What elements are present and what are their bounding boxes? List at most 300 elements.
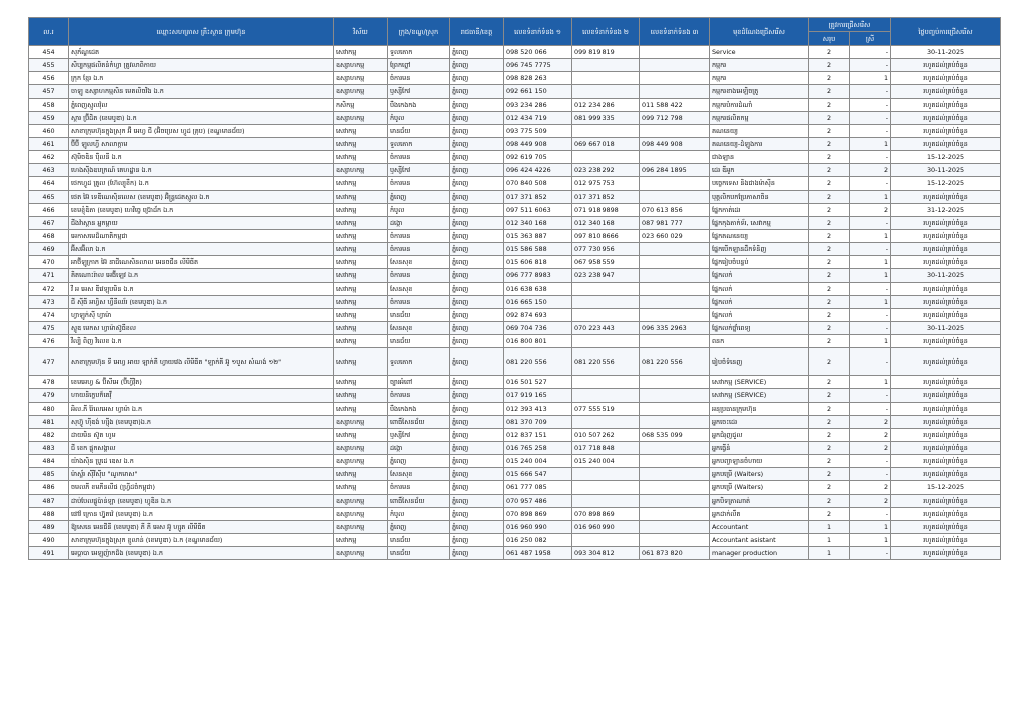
cell-company: ស្ទូឌ មេកស ហ្វាម៉ាស៊ូធីខល (69, 321, 334, 334)
cell-phone3 (640, 85, 710, 98)
cell-deadline: រហូតដល់គ្រប់ចំនួន (891, 335, 1001, 348)
cell-phone2 (572, 481, 640, 494)
cell-deadline: រហូតដល់គ្រប់ចំនួន (891, 520, 1001, 533)
cell-phone1: 016 501 527 (504, 376, 572, 389)
cell-phone1: 016 638 638 (504, 282, 572, 295)
cell-female: - (850, 46, 891, 59)
table-row (29, 243, 1001, 256)
cell-phone1: 098 520 066 (504, 46, 572, 59)
cell-position: ផ្នែកបើកឡានដឹកទំនិញ (710, 243, 809, 256)
cell-district: សែនសុខ (388, 468, 450, 481)
cell-total: 2 (809, 269, 850, 282)
cell-company: អេកាសមេដ៏ណាតិកម្មជា (69, 229, 334, 242)
cell-sector: ឧស្សាហកម្ម (334, 72, 388, 85)
cell-deadline: 30-11-2025 (891, 164, 1001, 177)
cell-phone1: 092 619 705 (504, 151, 572, 164)
table-row (29, 441, 1001, 454)
table-row (29, 151, 1001, 164)
cell-deadline: 31-12-2025 (891, 203, 1001, 216)
cell-no: 469 (29, 243, 69, 256)
cell-company: ម៉ាស្ទ័រ ស៊ីវីស៊ីប "ណូកមាស" (69, 468, 334, 481)
cell-district: កំបូល (388, 507, 450, 520)
cell-district: ទួលគោក (388, 137, 450, 150)
table-row (29, 376, 1001, 389)
cell-female: - (850, 321, 891, 334)
cell-no: 467 (29, 216, 69, 229)
cell-company: អិល.ភី រ៉ៃលេអេស ហ្វាម៉ា ឯ.ក (69, 402, 334, 415)
cell-total: 2 (809, 243, 850, 256)
cell-sector: សេវាកម្ម (334, 533, 388, 546)
cell-sector: សេវាកម្ម (334, 203, 388, 216)
cell-position: សេវាកម្ម (SERVICE) (710, 376, 809, 389)
cell-province: ភ្នំពេញ (450, 282, 504, 295)
cell-province: ភ្នំពេញ (450, 481, 504, 494)
cell-phone3 (640, 402, 710, 415)
cell-deadline: 15-12-2025 (891, 151, 1001, 164)
cell-female: - (850, 402, 891, 415)
cell-phone2 (572, 415, 640, 428)
cell-sector: សេវាកម្ម (334, 124, 388, 137)
cell-sector: សេវាកម្ម (334, 256, 388, 269)
cell-deadline: រហូតដល់គ្រប់ចំនួន (891, 468, 1001, 481)
cell-phone3 (640, 533, 710, 546)
cell-position: ពនក (710, 335, 809, 348)
cell-phone2: 093 304 812 (572, 547, 640, 560)
cell-phone3: 061 873 820 (640, 547, 710, 560)
cell-position: ផ្នែកលក់ (710, 308, 809, 321)
cell-total: 2 (809, 137, 850, 150)
cell-total: 2 (809, 216, 850, 229)
cell-phone3 (640, 376, 710, 389)
cell-district: ពោធិ៍សែនជ័យ (388, 415, 450, 428)
cell-phone1: 092 874 693 (504, 308, 572, 321)
cell-no: 483 (29, 441, 69, 454)
cell-phone1: 096 777 8983 (504, 269, 572, 282)
table-row (29, 190, 1001, 203)
cell-no: 457 (29, 85, 69, 98)
cell-phone1: 069 704 736 (504, 321, 572, 334)
cell-female: 1 (850, 295, 891, 308)
cell-district: ព្រែកព្នៅ (388, 59, 450, 72)
header-phone2: លេខទំនាក់ទំនង ២ (572, 18, 640, 46)
header-female: ស្រី (850, 32, 891, 46)
table-body (29, 46, 1001, 560)
cell-position: កម្មករផលិតកម្ម (710, 111, 809, 124)
cell-total: 2 (809, 190, 850, 203)
cell-total: 2 (809, 151, 850, 164)
cell-female: 1 (850, 533, 891, 546)
table-row (29, 137, 1001, 150)
cell-phone2 (572, 335, 640, 348)
cell-district: ពោធិ៍សែនជ័យ (388, 494, 450, 507)
cell-female: - (850, 308, 891, 321)
cell-sector: ឧស្សាហកម្ម (334, 111, 388, 124)
cell-phone3 (640, 415, 710, 428)
table-row (29, 547, 1001, 560)
cell-female: - (850, 282, 891, 295)
cell-no: 460 (29, 124, 69, 137)
cell-province: ភ្នំពេញ (450, 190, 504, 203)
cell-position: manager production (710, 547, 809, 560)
cell-no: 471 (29, 269, 69, 282)
cell-phone2 (572, 376, 640, 389)
cell-sector: សេវាកម្ម (334, 243, 388, 256)
cell-company: ជី ខេក ផ្លុកសង្គាល (69, 441, 334, 454)
cell-deadline: រហូតដល់គ្រប់ចំនួន (891, 85, 1001, 98)
cell-position: អនុប្រធានក្រុមហ៊ុន (710, 402, 809, 415)
table-row (29, 455, 1001, 468)
cell-female: 1 (850, 137, 891, 150)
cell-phone1: 015 363 887 (504, 229, 572, 242)
cell-deadline: រហូតដល់គ្រប់ចំនួន (891, 98, 1001, 111)
table-row (29, 216, 1001, 229)
cell-phone1: 012 837 151 (504, 428, 572, 441)
cell-position: អ្នកជំរុញជួល (710, 428, 809, 441)
cell-female: 2 (850, 481, 891, 494)
cell-phone1: 016 960 990 (504, 520, 572, 533)
table-row (29, 415, 1001, 428)
cell-phone3 (640, 308, 710, 321)
cell-position: ផ្នែកលក់ថ្នាំពេទ្យ (710, 321, 809, 334)
cell-district: ឫស្សីកែវ (388, 164, 450, 177)
cell-phone1: 017 919 165 (504, 389, 572, 402)
cell-female: - (850, 151, 891, 164)
header-deadline: ថ្ងៃបញ្ចប់ការជ្រើសរើស (891, 18, 1001, 46)
table-row (29, 308, 1001, 321)
cell-province: ភ្នំពេញ (450, 59, 504, 72)
cell-phone1: 070 898 869 (504, 507, 572, 520)
cell-female: 1 (850, 269, 891, 282)
cell-phone1: 097 511 6063 (504, 203, 572, 216)
cell-position: ផ្នែករៀបចំបន្ទប់ (710, 256, 809, 269)
cell-female: 1 (850, 72, 891, 85)
cell-phone3 (640, 441, 710, 454)
header-company: ឈ្មោះសហគ្រាស គ្រឹះស្ថាន ក្រុមហ៊ុន (69, 18, 334, 46)
cell-sector: សេវាកម្ម (334, 468, 388, 481)
cell-deadline: 15-12-2025 (891, 177, 1001, 190)
cell-phone2: 017 718 848 (572, 441, 640, 454)
cell-phone1: 098 828 263 (504, 72, 572, 85)
cell-district: ចំការមន (388, 151, 450, 164)
cell-phone1: 015 606 818 (504, 256, 572, 269)
cell-no: 470 (29, 256, 69, 269)
cell-total: 2 (809, 348, 850, 376)
cell-province: ភ្នំពេញ (450, 533, 504, 546)
job-table-wrapper (28, 17, 1000, 560)
cell-position: Service (710, 46, 809, 59)
cell-phone2 (572, 59, 640, 72)
cell-deadline: រហូតដល់គ្រប់ចំនួន (891, 256, 1001, 269)
cell-deadline: រហូតដល់គ្រប់ចំនួន (891, 507, 1001, 520)
table-row (29, 335, 1001, 348)
cell-no: 462 (29, 151, 69, 164)
cell-deadline: រហូតដល់គ្រប់ចំនួន (891, 59, 1001, 72)
cell-sector: ឧស្សាហកម្ម (334, 415, 388, 428)
cell-phone3 (640, 455, 710, 468)
cell-phone2: 012 975 753 (572, 177, 640, 190)
cell-province: ភ្នំពេញ (450, 494, 504, 507)
table-row (29, 520, 1001, 533)
cell-total: 2 (809, 402, 850, 415)
cell-sector: សេវាកម្ម (334, 151, 388, 164)
cell-company: ផៅវ៉ ក្រោន ហ្វ៊ូតវ៉េ (ខេមបូឌា) ឯ.ក (69, 507, 334, 520)
cell-phone3 (640, 151, 710, 164)
cell-sector: សេវាកម្ម (334, 229, 388, 242)
cell-deadline: រហូតដល់គ្រប់ចំនួន (891, 243, 1001, 256)
cell-total: 2 (809, 229, 850, 242)
cell-district: មានជ័យ (388, 335, 450, 348)
cell-position: សេវាកម្ម (SERVICE) (710, 389, 809, 402)
cell-deadline: 30-11-2025 (891, 46, 1001, 59)
cell-company: ចមលភី ខមភីនលីផ (ហ្រ្វីដចំកម្ពុជា) (69, 481, 334, 494)
cell-district: មានជ័យ (388, 124, 450, 137)
cell-phone2 (572, 124, 640, 137)
cell-phone3 (640, 494, 710, 507)
table-row (29, 282, 1001, 295)
cell-province: ភ្នំពេញ (450, 520, 504, 533)
cell-phone2: 012 340 168 (572, 216, 640, 229)
cell-phone3 (640, 389, 710, 402)
cell-sector: សេវាកម្ម (334, 216, 388, 229)
cell-phone1: 016 765 258 (504, 441, 572, 454)
cell-total: 1 (809, 520, 850, 533)
cell-company: គិតណោះរ៉ាល អេធ៊ីឡេវ ឯ.ក (69, 269, 334, 282)
table-row (29, 98, 1001, 111)
cell-phone3 (640, 468, 710, 481)
cell-female: - (850, 243, 891, 256)
cell-female: 1 (850, 376, 891, 389)
cell-no: 473 (29, 295, 69, 308)
cell-deadline: រហូតដល់គ្រប់ចំនួន (891, 72, 1001, 85)
table-row (29, 533, 1001, 546)
cell-deadline: រហូតដល់គ្រប់ចំនួន (891, 376, 1001, 389)
cell-district: សែនសុខ (388, 256, 450, 269)
cell-phone1: 061 777 085 (504, 481, 572, 494)
cell-district: មានជ័យ (388, 547, 450, 560)
cell-phone2 (572, 468, 640, 481)
cell-district: ច្បារអំពៅ (388, 376, 450, 389)
cell-phone3: 096 335 2963 (640, 321, 710, 334)
cell-province: ភ្នំពេញ (450, 507, 504, 520)
header-no: ល.រ (29, 18, 69, 46)
cell-phone2 (572, 85, 640, 98)
cell-deadline: រហូតដល់គ្រប់ចំនួន (891, 137, 1001, 150)
cell-sector: សេវាកម្ម (334, 402, 388, 415)
cell-province: ភ្នំពេញ (450, 402, 504, 415)
cell-phone1: 092 661 150 (504, 85, 572, 98)
cell-total: 2 (809, 428, 850, 441)
cell-phone3: 023 660 029 (640, 229, 710, 242)
cell-district: កំបូល (388, 203, 450, 216)
cell-total: 2 (809, 494, 850, 507)
cell-deadline: រហូតដល់គ្រប់ចំនួន (891, 124, 1001, 137)
cell-phone2: 069 667 018 (572, 137, 640, 150)
cell-phone2 (572, 533, 640, 546)
cell-total: 2 (809, 295, 850, 308)
cell-province: ភ្នំពេញ (450, 441, 504, 454)
cell-deadline: រហូតដល់គ្រប់ចំនួន (891, 229, 1001, 242)
cell-province: ភ្នំពេញ (450, 308, 504, 321)
cell-phone1: 096 745 7775 (504, 59, 572, 72)
header-phone3: លេខទំនាក់ទំនង ៣ (640, 18, 710, 46)
table-row (29, 428, 1001, 441)
cell-position: Accountant (710, 520, 809, 533)
cell-female: 2 (850, 441, 891, 454)
cell-total: 2 (809, 455, 850, 468)
table-row (29, 229, 1001, 242)
table-row (29, 203, 1001, 216)
cell-phone1: 016 800 801 (504, 335, 572, 348)
cell-district: កំបូល (388, 111, 450, 124)
cell-phone3: 098 449 908 (640, 137, 710, 150)
cell-province: ភ្នំពេញ (450, 137, 504, 150)
cell-position: កម្មករខាងអេឡិចត្រូ (710, 85, 809, 98)
cell-phone2 (572, 282, 640, 295)
cell-province: ភ្នំពេញ (450, 335, 504, 348)
cell-phone1: 081 220 556 (504, 348, 572, 376)
cell-sector: សេវាកម្ម (334, 348, 388, 376)
cell-province: ភ្នំពេញ (450, 547, 504, 560)
cell-no: 465 (29, 190, 69, 203)
cell-province: ភ្នំពេញ (450, 85, 504, 98)
cell-total: 2 (809, 203, 850, 216)
cell-position: ផ្នែកគណនេយ្យ (710, 229, 809, 242)
cell-female: - (850, 177, 891, 190)
cell-sector: សេវាកម្ម (334, 389, 388, 402)
cell-province: ភ្នំពេញ (450, 164, 504, 177)
cell-no: 490 (29, 533, 69, 546)
cell-total: 1 (809, 547, 850, 560)
table-header (29, 18, 1001, 46)
cell-total: 2 (809, 124, 850, 137)
cell-sector: សេវាកម្ម (334, 335, 388, 348)
cell-sector: កសិកម្ម (334, 98, 388, 111)
cell-no: 488 (29, 507, 69, 520)
cell-total: 2 (809, 321, 850, 334)
cell-province: ភ្នំពេញ (450, 415, 504, 428)
cell-district: មានជ័យ (388, 533, 450, 546)
cell-female: - (850, 216, 891, 229)
cell-phone3 (640, 177, 710, 190)
cell-no: 474 (29, 308, 69, 321)
cell-phone1: 093 234 286 (504, 98, 572, 111)
cell-phone3 (640, 481, 710, 494)
cell-district: ដង្កោ (388, 216, 450, 229)
cell-phone2 (572, 308, 640, 321)
cell-position: ផ្នែកលក់ (710, 295, 809, 308)
cell-total: 2 (809, 468, 850, 481)
cell-total: 2 (809, 376, 850, 389)
cell-phone1: 016 665 150 (504, 295, 572, 308)
cell-deadline: 30-11-2025 (891, 321, 1001, 334)
cell-sector: ឧស្សាហកម្ម (334, 547, 388, 560)
table-row (29, 269, 1001, 282)
cell-district: សែនសុខ (388, 321, 450, 334)
cell-deadline: រហូតដល់គ្រប់ចំនួន (891, 295, 1001, 308)
header-total: សរុប (809, 32, 850, 46)
cell-total: 2 (809, 177, 850, 190)
cell-sector: សេវាកម្ម (334, 308, 388, 321)
cell-deadline: រហូតដល់គ្រប់ចំនួន (891, 282, 1001, 295)
cell-female: - (850, 98, 891, 111)
cell-company: សុភ័ណ្ឌដេត (69, 46, 334, 59)
cell-phone3: 096 284 1895 (640, 164, 710, 177)
cell-total: 2 (809, 164, 850, 177)
cell-sector: សេវាកម្ម (334, 481, 388, 494)
cell-province: ភ្នំពេញ (450, 216, 504, 229)
cell-phone1: 012 393 413 (504, 402, 572, 415)
cell-position: ផ្នែកកាត់ដេរ (710, 203, 809, 216)
cell-no: 479 (29, 389, 69, 402)
cell-sector: ឧស្សាហកម្ម (334, 59, 388, 72)
cell-no: 472 (29, 282, 69, 295)
cell-female: - (850, 547, 891, 560)
cell-phone2 (572, 494, 640, 507)
cell-phone3 (640, 507, 710, 520)
cell-position: ជាងឡាន (710, 151, 809, 164)
cell-no: 456 (29, 72, 69, 85)
cell-no: 484 (29, 455, 69, 468)
cell-position: អ្នកដាក់លឹត (710, 507, 809, 520)
cell-female: 2 (850, 164, 891, 177)
cell-sector: សេវាកម្ម (334, 321, 388, 334)
cell-no: 491 (29, 547, 69, 560)
cell-female: 2 (850, 203, 891, 216)
cell-province: ភ្នំពេញ (450, 151, 504, 164)
cell-company: ក្រុក ខ្មែរ ឯ.ក (69, 72, 334, 85)
cell-phone2: 071 918 9898 (572, 203, 640, 216)
cell-company: សុហ៊្វូ ហ៊ីឌង់ ហ្សុីង (ខេមបូឌា)ឯ.ក (69, 415, 334, 428)
cell-province: ភ្នំពេញ (450, 376, 504, 389)
cell-deadline: រហូតដល់គ្រប់ចំនួន (891, 216, 1001, 229)
cell-female: - (850, 111, 891, 124)
cell-phone1: 098 449 908 (504, 137, 572, 150)
cell-province: ភ្នំពេញ (450, 455, 504, 468)
cell-phone3 (640, 269, 710, 282)
cell-company: យ៉ាងស៊ិន ប្រូដេ ឌេស ឯ.ក (69, 455, 334, 468)
cell-no: 466 (29, 203, 69, 216)
table-row (29, 177, 1001, 190)
cell-deadline: រហូតដល់គ្រប់ចំនួន (891, 389, 1001, 402)
table-row (29, 494, 1001, 507)
cell-phone1: 012 434 719 (504, 111, 572, 124)
table-row (29, 59, 1001, 72)
cell-district: បឹងកេងកង (388, 402, 450, 415)
cell-company: អ៊ីសអ៊ីលា ឯ.ក (69, 243, 334, 256)
cell-deadline: 30-11-2025 (891, 269, 1001, 282)
cell-no: 459 (29, 111, 69, 124)
cell-company: ហ្វាឡូក់សុី ហ្វាម៉ា (69, 308, 334, 321)
cell-district: ចំការមន (388, 229, 450, 242)
cell-sector: សេវាកម្ម (334, 282, 388, 295)
cell-district: ទួលគោក (388, 348, 450, 376)
cell-total: 2 (809, 481, 850, 494)
cell-position: ផ្នែកលក់ (710, 282, 809, 295)
cell-company: ឱ្យសេនេ អេនជីនី (ខេមបូឌា) ភី ភី អេស អ៊ូ ហ្សូត លីមីធីត (69, 520, 334, 533)
table-row (29, 46, 1001, 59)
cell-total: 2 (809, 46, 850, 59)
cell-district: ចំការមន (388, 243, 450, 256)
cell-sector: សេវាកម្ម (334, 190, 388, 203)
cell-female: 1 (850, 229, 891, 242)
cell-province: ភ្នំពេញ (450, 72, 504, 85)
cell-female: - (850, 389, 891, 402)
cell-female: 2 (850, 428, 891, 441)
cell-phone3 (640, 256, 710, 269)
cell-phone2 (572, 389, 640, 402)
table-row (29, 124, 1001, 137)
cell-position: គណនេយ្យ (710, 124, 809, 137)
